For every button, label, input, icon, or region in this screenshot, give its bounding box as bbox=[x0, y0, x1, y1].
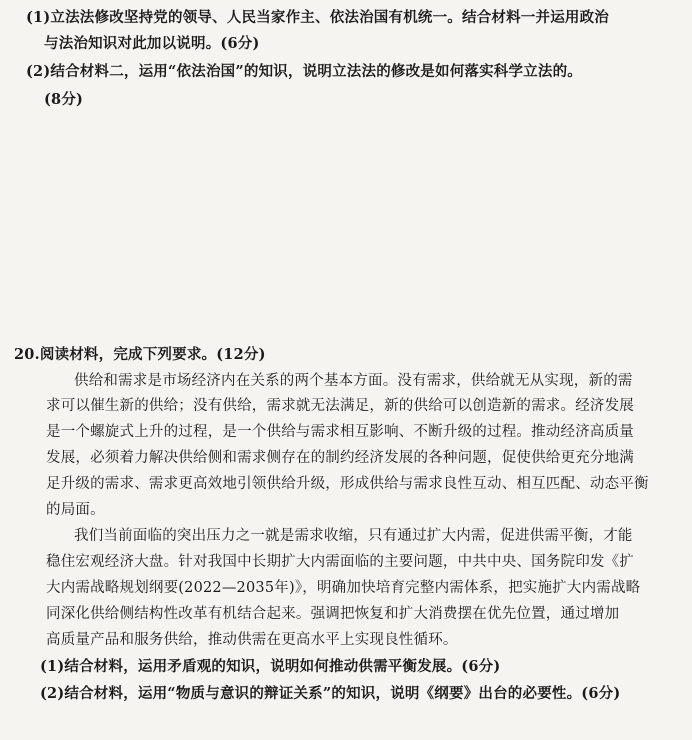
material-paragraph-2-line: 我们当前面临的突出压力之一就是需求收缩，只有通过扩大内需，促进供需平衡，才能 bbox=[74, 528, 633, 544]
question-20-part2: (2)结合材料，运用“物质与意识的辩证关系”的知识，说明《纲要》出台的必要性。(6分) bbox=[40, 685, 621, 702]
material-paragraph-2-line: 同深化供给侧结构性改革有机结合起来。强调把恢复和扩大消费摆在优先位置，通过增加 bbox=[46, 606, 620, 622]
material-paragraph-2-line: 高质量产品和服务供给，推动供需在更高水平上实现良性循环。 bbox=[46, 632, 458, 648]
question-19-part1-line1: (1)立法法修改坚持党的领导、人民当家作主、依法治国有机统一。结合材料一并运用政治 bbox=[26, 9, 610, 26]
question-19-part2-line2: (8分) bbox=[44, 91, 84, 108]
material-paragraph-2-line: 稳住宏观经济大盘。针对我国中长期扩大内需面临的主要问题，中共中央、国务院印发《扩 bbox=[46, 554, 634, 570]
question-20-part1: (1)结合材料，运用矛盾观的知识，说明如何推动供需平衡发展。(6分) bbox=[40, 658, 501, 675]
material-paragraph-2-line: 大内需战略规划纲要(2022—2035年)》，明确加快培育完整内需体系，把实施扩大内需战略 bbox=[46, 580, 641, 596]
material-paragraph-1-line: 足升级的需求、需求更高效地引领供给升级，形成供给与需求良性互动、相互匹配、动态平衡 bbox=[46, 476, 649, 492]
material-paragraph-1-line: 求可以催生新的供给；没有供给，需求就无法满足，新的供给可以创造新的需求。经济发展 bbox=[46, 398, 634, 414]
material-paragraph-1-line: 发展，必须着力解决供给侧和需求侧存在的制约经济发展的各种问题，促使供给更充分地满 bbox=[46, 450, 634, 466]
question-19-part1-line2: 与法治知识对此加以说明。(6分) bbox=[44, 35, 260, 52]
material-paragraph-1-line: 供给和需求是市场经济内在关系的两个基本方面。没有需求，供给就无从实现，新的需 bbox=[74, 373, 633, 389]
material-paragraph-1-line: 是一个螺旋式上升的过程，是一个供给与需求相互影响、不断升级的过程。推动经济高质量 bbox=[46, 424, 634, 440]
material-paragraph-1-line: 的局面。 bbox=[46, 502, 105, 518]
question-19-part2-line1: (2)结合材料二，运用“依法治国”的知识，说明立法法的修改是如何落实科学立法的。 bbox=[26, 63, 582, 80]
question-20-heading: 20.阅读材料，完成下列要求。(12分) bbox=[14, 346, 266, 363]
